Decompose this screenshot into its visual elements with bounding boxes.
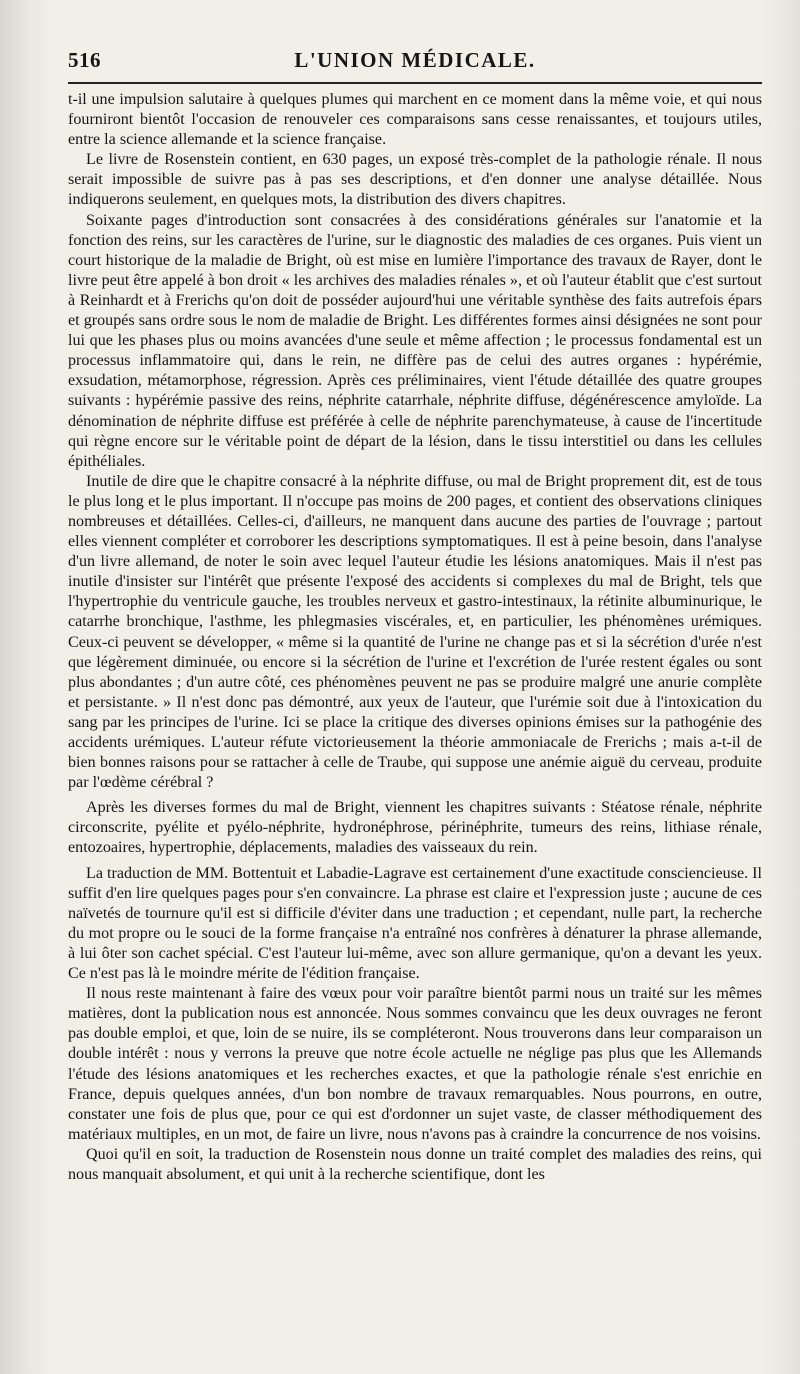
paragraph: Après les diverses formes du mal de Bright, viennent les chapitres suivants : Stéatose rénale, néphrite circonscrite, pyélite et pyélo-néphrite, hydronéphrose, périnéphrite, tumeurs des reins, lithiase rénale, entozoaires, hypertrophie, déplacements, maladies des vaisseaux du rein. [68,799,762,857]
paragraph: Inutile de dire que le chapitre consacré à la néphrite diffuse, ou mal de Bright proprement dit, est de tous le plus long et le plus important. Il n'occupe pas moins de 200 pages, et contient des observations cliniques nombreuses et détaillées. Celles-ci, d'ailleurs, ne manquent dans aucune des parties de l'ouvrage ; partout elles viennent compléter et corroborer les descriptions symptomatiques. Il est à peine besoin, dans l'analyse d'un livre allemand, de noter le soin avec lequel l'auteur étudie les lésions anatomiques. Mais il n'est pas inutile d'insister sur l'intérêt que présente l'exposé des accidents si complexes du mal de Bright, tels que l'hypertrophie du ventricule gauche, les troubles nerveux et gastro-intestinaux, la rétinite albuminurique, le catarrhe bronchique, l'asthme, les phlegmasies viscérales, et, en particulier, les phénomènes urémiques. Ceux-ci peuvent se développer, « même si la quantité de l'urine ne change pas et si la sécrétion d'urée n'est que légèrement diminuée, ou encore si la sécrétion de l'urine et l'excrétion de l'urée restent égales ou sont plus abondantes ; d'un autre côté, ces phénomènes peuvent ne pas se produire malgré une anurie complète et persistante. » Il n'est donc pas démontré, aux yeux de l'auteur, que l'urémie soit due à l'intoxication du sang par les principes de l'urine. Ici se place la critique des diverses opinions émises sur la pathogénie des accidents urémiques. L'auteur réfute victorieusement la théorie ammoniacale de Frerichs ; mais a-t-il de bien bonnes raisons pour se rattacher à celle de Traube, qui suppose une anémie aiguë du cerveau, produite par l'œdème cérébral ? [68,472,762,792]
page-number: 516 [68,48,101,72]
header-rule [68,82,762,84]
paragraph: t-il une impulsion salutaire à quelques plumes qui marchent en ce moment dans la même voie, et qui nous fourniront bientôt l'occasion de renouveler ces comparaisons sans cesse renaissantes, et toujours utiles, entre la science allemande et la science française. [68,91,762,149]
paragraph: Quoi qu'il en soit, la traduction de Rosenstein nous donne un traité complet des maladies des reins, qui nous manquait absolument, et qui unit à la recherche scientifique, dont les [68,1145,762,1183]
page-header [68,44,762,80]
paragraph: La traduction de MM. Bottentuit et Labadie-Lagrave est certainement d'une exactitude consciencieuse. Il suffit d'en lire quelques pages pour s'en convaincre. La phrase est claire et l'expression juste ; aucune de ces naïvetés de tournure qu'il est si difficile d'éviter dans une traduction ; et cependant, nulle part, la recherche du mot propre ou le souci de la forme française n'a entraîné nos confrères à dénaturer la phrase allemande, à lui ôter son cachet spécial. C'est l'auteur lui-même, avec son allure germanique, qu'on a devant les yeux. Ce n'est pas là le moindre mérite de l'édition française. [68,864,762,983]
paragraph: Le livre de Rosenstein contient, en 630 pages, un exposé très-complet de la pathologie rénale. Il nous serait impossible de suivre pas à pas ses descriptions, et d'en donner une analyse détaillée. Nous indiquerons seulement, en quelques mots, la distribution des divers chapitres. [68,151,762,209]
body-text [68,90,762,1185]
paragraph: Il nous reste maintenant à faire des vœux pour voir paraître bientôt parmi nous un traité sur les mêmes matières, dont la publication nous est annoncée. Nous sommes convaincu que les deux ouvrages ne feront pas double emploi, et que, loin de se nuire, ils se compléteront. Nous trouverons dans leur comparaison un double intérêt : nous y verrons la preuve que notre école actuelle ne néglige pas plus que les Allemands l'étude des lésions anatomiques et les recherches exactes, et que la pathologie rénale s'est enrichie en France, depuis quelques années, d'un bon nombre de travaux remarquables. Nous pourrons, en outre, constater une fois de plus que, pour ce qui est d'ordonner un sujet vaste, de classer méthodiquement des matériaux multiples, en un mot, de faire un livre, nous n'avons pas à craindre la concurrence de nos voisins. [68,985,762,1143]
running-title: L'UNION MÉDICALE. [294,48,536,72]
paragraph: Soixante pages d'introduction sont consacrées à des considérations générales sur l'anatomie et la fonction des reins, sur les caractères de l'urine, sur le diagnostic des maladies de ces organes. Puis vient un court historique de la maladie de Bright, où est mise en lumière l'importance des travaux de Rayer, dont le livre peut être appelé à bon droit « les archives des maladies rénales », et où l'auteur établit que c'est surtout à Reinhardt et à Frerichs qu'on doit de posséder aujourd'hui une véritable synthèse des faits autrefois épars et groupés sans ordre sous le nom de maladie de Bright. Les différentes formes ainsi désignées ne sont pour lui que les phases plus ou moins avancées d'une seule et même affection ; le processus fondamental est un processus inflammatoire qui, dans le rein, ne diffère pas de celui des autres organes : hypérémie, exsudation, métamorphose, régression. Après ces préliminaires, vient l'étude détaillée des quatre groupes suivants : hypérémie passive des reins, néphrite catarrhale, néphrite diffuse, dégénérescence amyloïde. La dénomination de néphrite diffuse est préférée à celle de néphrite parenchymateuse, à cause de l'incertitude qui règne encore sur le véritable point de départ de la lésion, dans le tissu interstitiel ou dans les cellules épithéliales. [68,211,762,470]
